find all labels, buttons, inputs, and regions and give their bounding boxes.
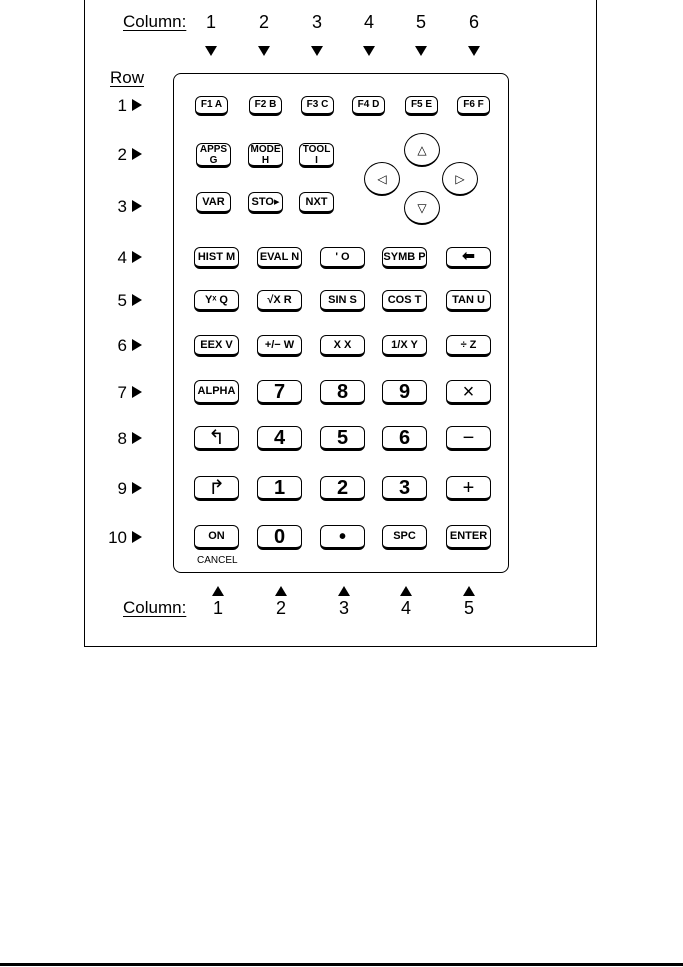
key-7[interactable]: 7 [257, 380, 302, 405]
key-quote[interactable]: ' O [320, 247, 365, 269]
left-arrow-key[interactable]: ◁ [364, 162, 400, 196]
key-reciprocal[interactable]: 1/X Y [382, 335, 427, 357]
row-label-4: 4 [117, 248, 127, 267]
right-arrow-marker [132, 294, 142, 306]
bottom-column-caption: Column: [123, 598, 187, 617]
right-arrow-marker [132, 386, 142, 398]
up-arrow-key[interactable]: △ [404, 133, 440, 167]
row-label-10: 10 [108, 528, 127, 547]
row-label-2: 2 [117, 145, 127, 164]
key-5[interactable]: 5 [320, 426, 365, 451]
key-mode-alpha: H [261, 154, 270, 166]
down-arrow-marker [258, 46, 270, 56]
key-sqrt[interactable]: √X R [257, 290, 302, 312]
key-eval[interactable]: EVAL N [257, 247, 302, 269]
up-arrow-marker [212, 586, 224, 596]
key-nxt[interactable]: NXT [299, 192, 334, 214]
key-tool[interactable] [299, 143, 334, 168]
cancel-label: CANCEL [197, 555, 238, 566]
row-label-3: 3 [117, 197, 127, 216]
key-tan[interactable]: TAN U [446, 290, 491, 312]
right-arrow-marker [132, 482, 142, 494]
right-arrow-marker [132, 200, 142, 212]
key-cos[interactable]: COS T [382, 290, 427, 312]
up-arrow-marker [275, 586, 287, 596]
key-0[interactable]: 0 [257, 525, 302, 550]
key-apps-label: APPS [199, 143, 228, 155]
backspace-key[interactable]: ⬅ [446, 247, 491, 269]
up-arrow-marker [400, 586, 412, 596]
key-tool-label: TOOL [302, 143, 331, 155]
key-divide[interactable]: ÷ Z [446, 335, 491, 357]
bottom-column-4: 4 [400, 598, 411, 618]
key-mode[interactable] [248, 143, 283, 168]
key-f1[interactable]: F1 A [195, 96, 228, 116]
top-column-4: 4 [363, 12, 374, 32]
key-spc[interactable]: SPC [382, 525, 427, 550]
down-arrow-marker [363, 46, 375, 56]
down-arrow-marker [415, 46, 427, 56]
right-arrow-marker [132, 251, 142, 263]
right-arrow-key[interactable]: ▷ [442, 162, 478, 196]
key-6[interactable]: 6 [382, 426, 427, 451]
bottom-column-2: 2 [275, 598, 286, 618]
down-arrow-marker [468, 46, 480, 56]
row-caption: Row [110, 68, 145, 87]
right-shift-key[interactable]: ↱ [194, 476, 239, 501]
top-column-caption: Column: [123, 12, 187, 31]
top-column-3: 3 [311, 12, 322, 32]
up-arrow-marker [463, 586, 475, 596]
top-column-1: 1 [205, 12, 216, 32]
key-sto[interactable]: STO▸ [248, 192, 283, 214]
key-multiply[interactable]: × [446, 380, 491, 405]
row-label-7: 7 [117, 383, 127, 402]
key-mode-label: MODE [250, 143, 281, 155]
key-3[interactable]: 3 [382, 476, 427, 501]
key-enter[interactable]: ENTER [446, 525, 491, 550]
top-column-5: 5 [415, 12, 426, 32]
row-label-1: 1 [117, 96, 127, 115]
row-label-9: 9 [117, 479, 127, 498]
key-power[interactable]: Yˣ Q [194, 290, 239, 312]
key-apps-alpha: G [209, 154, 218, 166]
bottom-column-1: 1 [212, 598, 223, 618]
right-arrow-marker [132, 432, 142, 444]
row-label-6: 6 [117, 336, 127, 355]
key-apps[interactable] [196, 143, 231, 168]
key-8[interactable]: 8 [320, 380, 365, 405]
key-var[interactable]: VAR [196, 192, 231, 214]
right-arrow-marker [132, 99, 142, 111]
down-arrow-key[interactable]: ▽ [404, 191, 440, 225]
bottom-column-5: 5 [463, 598, 474, 618]
key-f5[interactable]: F5 E [405, 96, 438, 116]
key-eex[interactable]: EEX V [194, 335, 239, 357]
key-minus[interactable]: − [446, 426, 491, 451]
key-decimal[interactable]: • [320, 525, 365, 550]
key-on[interactable]: ON [194, 525, 239, 550]
row-label-8: 8 [117, 429, 127, 448]
down-arrow-marker [205, 46, 217, 56]
key-4[interactable]: 4 [257, 426, 302, 451]
bottom-column-3: 3 [338, 598, 349, 618]
key-hist[interactable]: HIST M [194, 247, 239, 269]
key-alpha[interactable]: ALPHA [194, 380, 239, 405]
right-arrow-marker [132, 531, 142, 543]
key-sin[interactable]: SIN S [320, 290, 365, 312]
key-f3[interactable]: F3 C [301, 96, 334, 116]
up-arrow-marker [338, 586, 350, 596]
key-x[interactable]: X X [320, 335, 365, 357]
key-tool-alpha: I [315, 154, 318, 166]
key-2[interactable]: 2 [320, 476, 365, 501]
top-column-2: 2 [258, 12, 269, 32]
cursor-pad [364, 133, 484, 227]
left-shift-key[interactable]: ↰ [194, 426, 239, 451]
down-arrow-marker [311, 46, 323, 56]
key-symb[interactable]: SYMB P [382, 247, 427, 269]
key-9[interactable]: 9 [382, 380, 427, 405]
key-f2[interactable]: F2 B [249, 96, 282, 116]
key-plus[interactable]: + [446, 476, 491, 501]
top-column-6: 6 [468, 12, 479, 32]
page-bottom-rule [0, 963, 683, 966]
key-f6[interactable]: F6 F [457, 96, 490, 116]
key-1[interactable]: 1 [257, 476, 302, 501]
key-sign[interactable]: +/− W [257, 335, 302, 357]
right-arrow-marker [132, 148, 142, 160]
row-label-5: 5 [117, 291, 127, 310]
key-f4[interactable]: F4 D [352, 96, 385, 116]
right-arrow-marker [132, 339, 142, 351]
